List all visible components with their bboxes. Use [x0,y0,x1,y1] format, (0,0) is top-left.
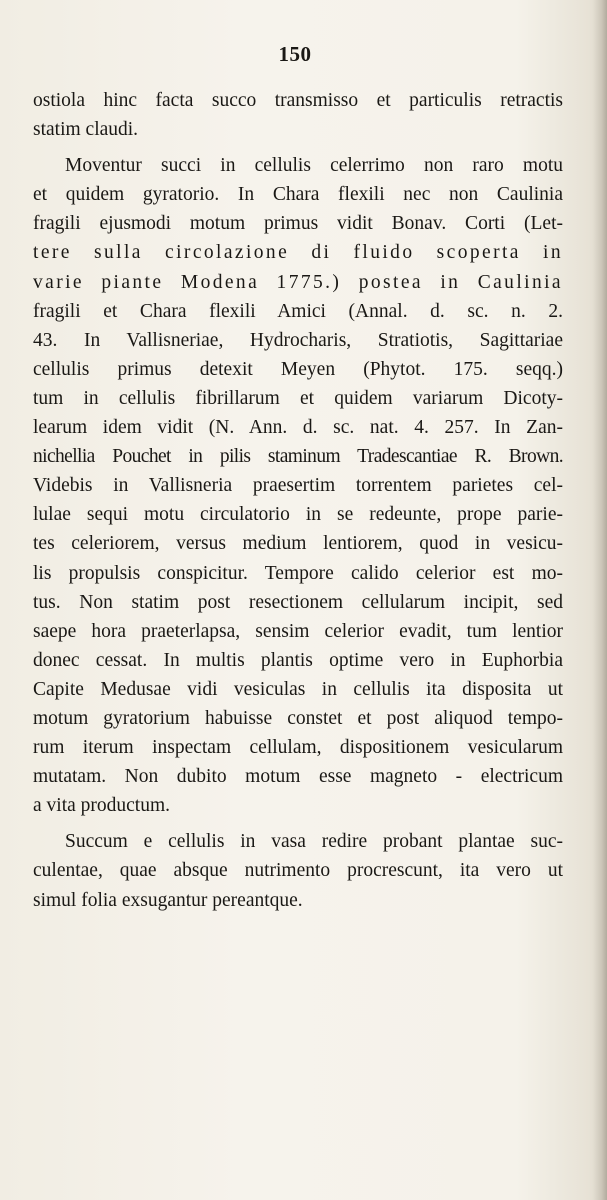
text-line: motum gyratorium habuisse constet et post aliquod tempo- [33,707,563,729]
text-line: donec cessat. In multis plantis optime vero in Euphorbia [33,649,563,671]
text-line: fragili et Chara flexili Amici (Annal. d. sc. n. 2. [33,300,563,322]
text-line: Succum e cellulis in vasa redire probant plantae suc- [65,831,563,853]
paragraph-3 [33,827,563,914]
text-line: Moventur succi in cellulis celerrimo non raro motu [65,155,563,177]
text-line: statim claudi. [33,119,139,141]
text-line: tum in cellulis fibrillarum et quidem variarum Dicoty- [33,387,563,409]
text-line: nichellia Pouchet in pilis staminum Tradescantiae R. Brown. [33,446,563,468]
text-line: simul folia exsugantur pereantque. [33,889,303,911]
text-line: a vita productum. [33,795,171,817]
text-line: lis propulsis conspicitur. Tempore calido celerior est mo- [33,562,563,584]
text-line: cellulis primus detexit Meyen (Phytot. 175. seqq.) [33,358,563,380]
text-line: tere sulla circolazione di fluido scoperta in [33,242,563,264]
page-edge-shadow [593,0,607,1200]
paragraph-2 [33,151,563,820]
text-line: rum iterum inspectam cellulam, dispositionem vesicularum [33,737,563,759]
text-line: varie piante Modena 1775.) postea in Caulinia [33,271,563,293]
text-line: Capite Medusae vidi vesiculas in cellulis ita disposita ut [33,678,563,700]
text-line: culentae, quae absque nutrimento procrescunt, ita vero ut [33,860,563,882]
text-line: 43. In Vallisneriae, Hydrocharis, Stratiotis, Sagittariae [33,329,563,351]
text-line: lulae sequi motu circulatorio in se redeunte, prope parie- [33,504,563,526]
page-number: 150 [278,42,312,66]
text-line: mutatam. Non dubito motum esse magneto - electricum [33,766,563,788]
text-line: ostiola hinc facta succo transmisso et particulis retractis [33,90,563,111]
text-line: et quidem gyratorio. In Chara flexili nec non Caulinia [33,184,563,206]
body-text [33,86,563,922]
text-line: learum idem vidit (N. Ann. d. sc. nat. 4. 257. In Zan- [33,417,563,439]
text-line: saepe hora praeterlapsa, sensim celerior evadit, tum lentior [33,620,563,642]
text-line: tus. Non statim post resectionem cellularum incipit, sed [33,591,563,613]
text-line: Videbis in Vallisneria praesertim torrentem parietes cel- [33,475,563,497]
text-line: fragili ejusmodi motum primus vidit Bonav. Corti (Let- [33,213,563,235]
paragraph-1 [33,86,563,144]
text-line: tes celeriorem, versus medium lentiorem, quod in vesicu- [33,533,563,555]
